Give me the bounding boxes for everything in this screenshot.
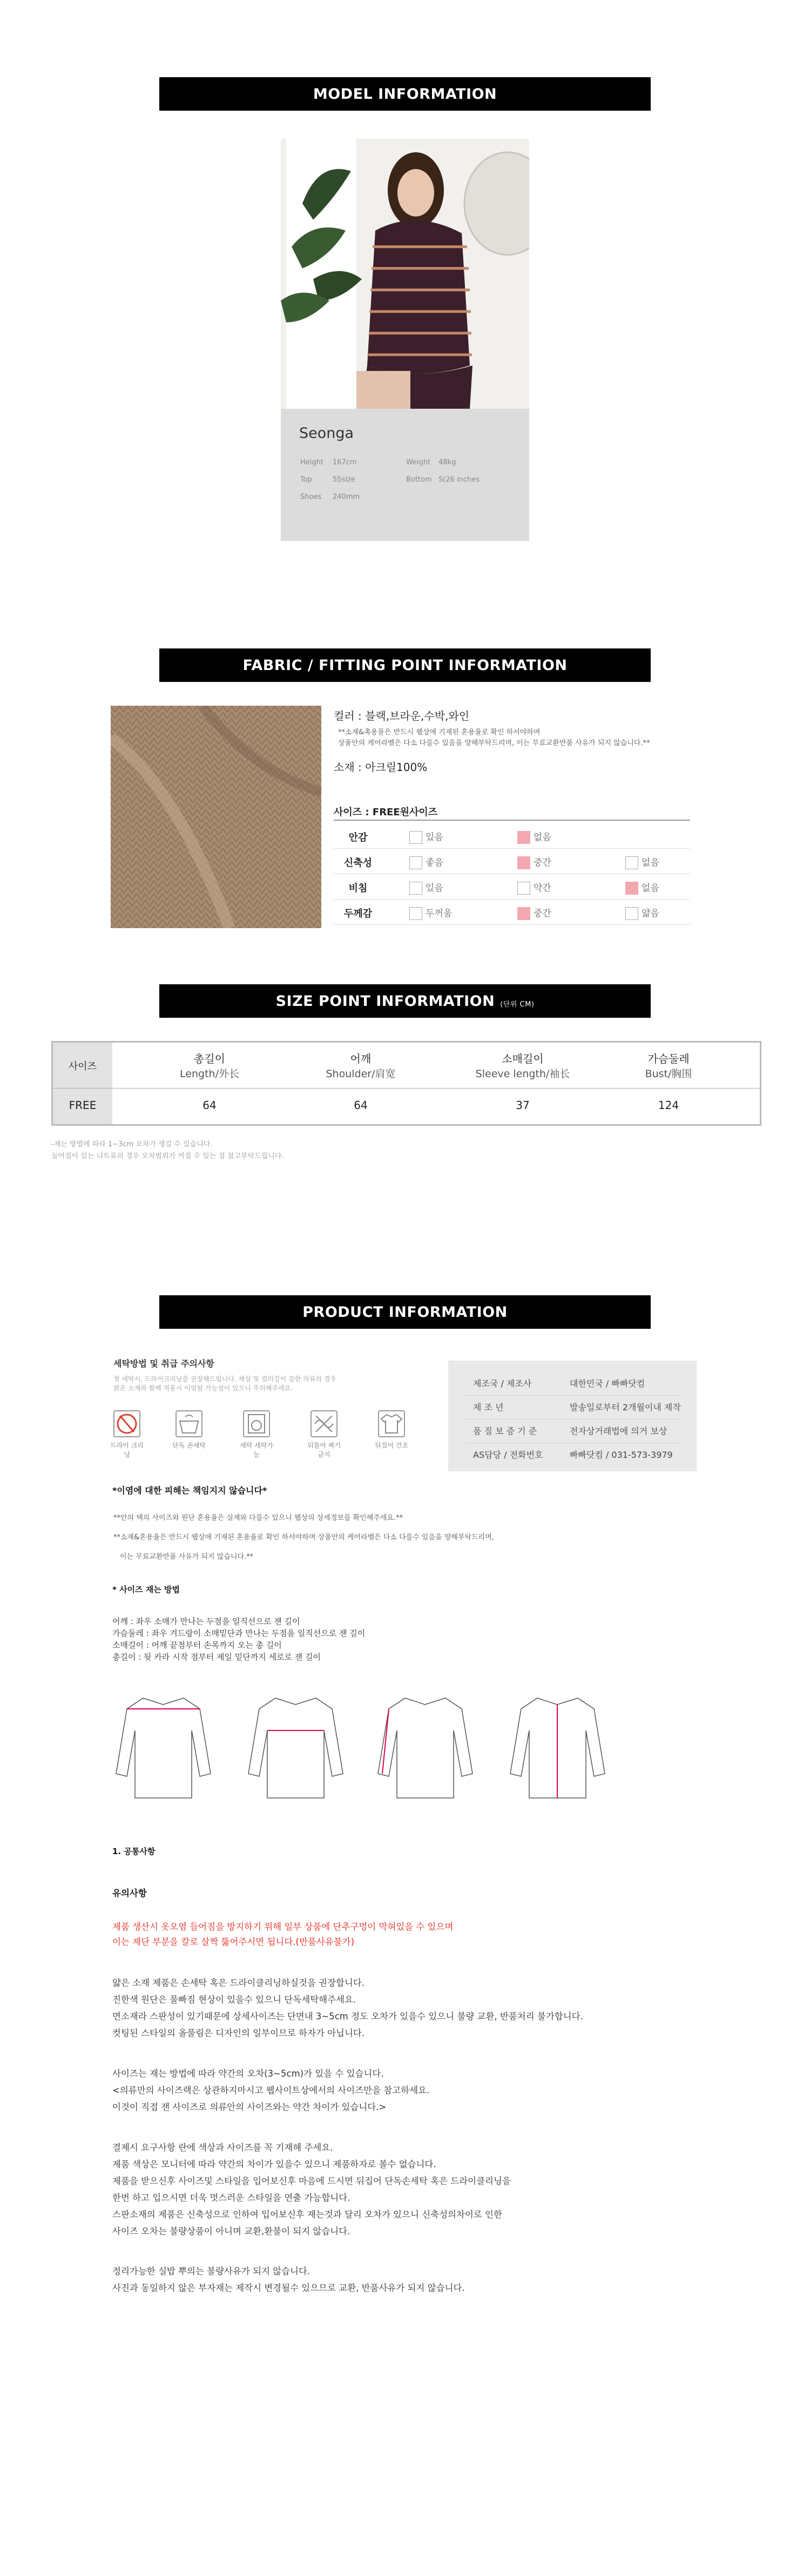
info-value: 빠빠닷컴 / 031-573-3979 bbox=[570, 1450, 673, 1460]
notice-red-1: 제품 생산시 옷오염 들어짐을 방지하기 위해 일부 상품에 단추구멍이 막혀있을 수 있으며 bbox=[112, 1922, 454, 1932]
info-key: 제 조 년 bbox=[473, 1402, 504, 1412]
option-text: 중간 bbox=[534, 908, 551, 919]
fabric-closeup-photo bbox=[111, 706, 321, 928]
section-banner-product bbox=[159, 1295, 651, 1329]
model-photo-illustration bbox=[281, 139, 529, 409]
care-icon-label: 뒤틀어 짜기금지 bbox=[307, 1442, 341, 1458]
col-ko: 소매길이 bbox=[502, 1052, 544, 1065]
option-thick-medium bbox=[517, 905, 551, 920]
knit-texture bbox=[111, 706, 321, 928]
care-icon-label: 뒤집어 건조 bbox=[375, 1442, 408, 1449]
checkbox bbox=[517, 882, 530, 895]
size-value-shoulder: 64 bbox=[354, 1099, 368, 1112]
size-value-length: 64 bbox=[202, 1099, 217, 1112]
notice-line: 컷팅된 스타일의 올풀림은 디자인의 일부이므로 하자가 아닙니다. bbox=[112, 2028, 365, 2038]
option-stretch-none bbox=[625, 855, 659, 869]
size-value-bust: 124 bbox=[658, 1099, 679, 1112]
info-row-warranty bbox=[448, 1424, 697, 1444]
col-en: Sleeve length/袖长 bbox=[475, 1068, 570, 1080]
measure-diagram-shoulder bbox=[111, 1693, 216, 1801]
size-table-header bbox=[53, 1043, 760, 1088]
option-sheer-slight bbox=[517, 880, 551, 895]
checkbox bbox=[409, 831, 422, 844]
size-unit: (단위 CM) bbox=[500, 1000, 535, 1009]
model-photo bbox=[281, 139, 529, 409]
col-en: Bust/胸围 bbox=[645, 1068, 692, 1080]
size-table bbox=[51, 1041, 761, 1126]
measure-diagram-length bbox=[505, 1693, 610, 1801]
option-thick-thin bbox=[625, 905, 659, 920]
no-wring-icon bbox=[310, 1410, 338, 1437]
fabric-colors: 컬러 : 블랙,브라운,수박,와인 bbox=[334, 709, 470, 722]
checkbox bbox=[625, 856, 638, 869]
notice-line: 사이즈 오차는 불량상품이 아니며 교환,환불이 되지 않습니다. bbox=[112, 2226, 350, 2236]
option-stretch-good bbox=[409, 855, 443, 869]
option-text: 중간 bbox=[534, 857, 551, 868]
section-banner-fabric bbox=[159, 648, 651, 682]
dye-warning-title: *이염에 대한 피해는 책임지지 않습니다* bbox=[112, 1485, 267, 1496]
care-icon-label: 단독 손세탁 bbox=[172, 1442, 206, 1449]
fabric-table-divider bbox=[334, 820, 690, 821]
info-row-maker bbox=[448, 1377, 697, 1396]
info-value: 발송일로부터 2개월이내 제작 bbox=[570, 1402, 681, 1412]
option-stretch-medium bbox=[517, 855, 551, 869]
common-title: 1. 공통사항 bbox=[112, 1847, 156, 1856]
row-label: 두께감 bbox=[343, 908, 373, 919]
care-desc-2: 밝은 소재와 함께 적용시 이염될 가능성이 있으니 주의해주세요. bbox=[113, 1384, 293, 1392]
notice-line: 사이즈는 재는 방법에 따라 약간의 오차(3~5cm)가 있을 수 있습니다. bbox=[112, 2068, 384, 2079]
notice-line: 면소재라 스판성이 있기때문에 상세사이즈는 단면내 3~5cm 정도 오차가 있을수 있으니 불량 교환, 반품처리 불가합니다. bbox=[112, 2011, 583, 2021]
care-icon-dryclean bbox=[108, 1410, 146, 1459]
stat-key: Height bbox=[300, 458, 323, 466]
section-title: PRODUCT INFORMATION bbox=[302, 1303, 508, 1321]
checkbox-checked bbox=[625, 882, 638, 895]
col-sleeve bbox=[453, 1050, 593, 1080]
model-stat-top bbox=[300, 476, 355, 484]
notice-line: 한번 하고 입으시면 더욱 멋스러운 스타일을 연출 가능합니다. bbox=[112, 2193, 350, 2203]
notice-line: 스판소재의 제품은 신축성으로 인하여 입어보신후 재는것과 달리 오차가 있으니 신축성의차이로 인한 bbox=[112, 2209, 502, 2220]
product-info-box bbox=[448, 1361, 697, 1471]
notice-title: 유의사항 bbox=[112, 1888, 147, 1898]
checkbox bbox=[409, 907, 422, 920]
option-text: 있음 bbox=[426, 883, 443, 894]
option-text: 없음 bbox=[642, 883, 659, 894]
col-shoulder bbox=[296, 1050, 426, 1080]
col-ko: 총길이 bbox=[194, 1052, 225, 1065]
checkbox bbox=[625, 907, 638, 920]
care-icon-inside-out bbox=[373, 1410, 410, 1450]
dry-clean-icon bbox=[113, 1410, 140, 1437]
fabric-row-thickness bbox=[334, 900, 690, 925]
model-stat-bottom bbox=[406, 476, 480, 484]
washing-machine-icon bbox=[243, 1410, 270, 1437]
col-en: Length/外长 bbox=[180, 1068, 239, 1080]
stat-value: S(26 inches bbox=[438, 476, 480, 484]
option-text: 없음 bbox=[642, 857, 659, 868]
notice-line: 이것이 직접 잰 사이즈로 의류안의 사이즈와는 약간 차이가 있습니다.> bbox=[112, 2102, 387, 2112]
option-text: 두꺼움 bbox=[426, 908, 453, 919]
model-name: Seonga bbox=[299, 425, 354, 442]
section-banner-size bbox=[159, 984, 651, 1018]
notice-line: 얇은 소재 제품은 손세탁 혹은 드라이클리닝하실것을 권장합니다. bbox=[112, 1978, 365, 1988]
notice-line: <의류만의 사이즈랙은 상관하지마시고 웹사이트상에서의 사이즈만을 참고하세요. bbox=[112, 2085, 430, 2095]
notice-line: 사진과 동일하지 않은 부자재는 제작시 변경될수 있으므로 교환, 반품사유가 되지 않습니다. bbox=[112, 2283, 465, 2293]
info-separator bbox=[464, 1395, 680, 1396]
measure-shoulder: 어깨 : 좌우 소매가 만나는 두점을 일직선으로 잰 길이 bbox=[112, 1617, 300, 1626]
notice-line: 제품을 받으신후 사이즈및 스타일을 입어보신후 마음에 드시면 뒤집어 단독손세탁 혹은 드라이클리닝을 bbox=[112, 2176, 511, 2186]
care-icon-handwash bbox=[170, 1410, 208, 1450]
notice-line: 제품 색상은 모니터에 따라 약간의 차이가 있을수 있으니 제품하자로 볼수 없습니다. bbox=[112, 2159, 436, 2169]
notice-line: 진한색 원단은 물빠짐 현상이 있을수 있으니 단독세탁해주세요. bbox=[112, 1994, 356, 2005]
info-key: AS담당 / 전화번호 bbox=[473, 1450, 543, 1460]
fabric-size: 사이즈 : FREE원사이즈 bbox=[334, 807, 438, 818]
stat-key: Top bbox=[300, 476, 312, 484]
section-title: FABRIC / FITTING POINT INFORMATION bbox=[242, 657, 568, 674]
dye-warning-3: 이는 무료교환반품 사유가 되지 않습니다.** bbox=[120, 1553, 254, 1561]
option-text: 약간 bbox=[534, 883, 551, 894]
size-label: FREE bbox=[69, 1099, 97, 1112]
option-text: 있음 bbox=[426, 832, 443, 843]
option-sheer-yes bbox=[409, 880, 443, 895]
size-note-1: -재는 방법에 따라 1~3cm 오차가 생길 수 있습니다. bbox=[51, 1140, 213, 1148]
col-ko: 어깨 bbox=[350, 1052, 372, 1065]
dye-warning-2: **소재&혼용율은 반드시 웹상에 기재된 혼용율로 확인 하셔야하며 상품안의 케어라벨은 다소 다를수 있음을 양해부탁드리며, bbox=[113, 1533, 494, 1541]
fabric-note-2: 상품안의 케어라벨은 다소 다를수 있음을 양해부탁드리며, 이는 무료교환반품 사유가 되지 않습니다.** bbox=[338, 739, 650, 747]
measure-length: 총길이 : 뒷 카라 시작 점부터 제일 밑단까지 세로로 잰 길이 bbox=[112, 1652, 321, 1662]
info-value: 전자상거래법에 의거 보상 bbox=[570, 1426, 667, 1436]
col-ko: 가슴둘레 bbox=[647, 1052, 690, 1065]
col-en: Shoulder/肩宽 bbox=[326, 1068, 396, 1080]
row-label: 안감 bbox=[348, 832, 368, 843]
stat-value: 240mm bbox=[333, 493, 360, 501]
care-icon-no-wring bbox=[305, 1410, 343, 1459]
checkbox-checked bbox=[517, 856, 530, 869]
stat-value: 55size bbox=[333, 476, 355, 484]
notice-line: 정리가능한 실밥 뿌의는 불량사유가 되지 않습니다. bbox=[112, 2266, 310, 2276]
row-header: 사이즈 bbox=[68, 1061, 97, 1072]
care-icon-label: 세탁 세탁가능 bbox=[240, 1442, 273, 1458]
notice-red-2: 이는 제단 부분을 칼로 살짝 뚫어주시면 됩니다.(반품사유불가) bbox=[112, 1937, 355, 1947]
option-text: 좋음 bbox=[426, 857, 443, 868]
checkbox-checked bbox=[517, 831, 530, 844]
stat-value: 48kg bbox=[438, 458, 456, 466]
size-row-free bbox=[53, 1088, 760, 1124]
care-icon-label: 드라이 크리닝 bbox=[110, 1442, 144, 1458]
info-key: 품 질 보 증 기 준 bbox=[473, 1426, 537, 1436]
fabric-note-1: **소재&촉용물은 반드시 웹상에 기재된 혼용율로 확인 하셔야하며 bbox=[338, 728, 541, 736]
checkbox bbox=[409, 856, 422, 869]
measure-title: * 사이즈 재는 방법 bbox=[112, 1585, 180, 1594]
col-bust bbox=[604, 1050, 733, 1080]
dye-warning-1: **안의 택의 사이즈와 원단 혼용율은 실제와 다를수 있으니 웹상의 상세정보를 확인해주세요.** bbox=[113, 1514, 403, 1522]
option-thick-thick bbox=[409, 905, 452, 920]
measure-diagram-bust bbox=[243, 1693, 348, 1801]
option-lining-yes bbox=[409, 829, 443, 844]
size-value-sleeve: 37 bbox=[516, 1099, 530, 1112]
care-desc-1: 첫 세탁시, 드라이크리닝을 권장해드립니다. 재섬 및 컬러감이 강한 의류의 경우 bbox=[113, 1375, 336, 1383]
info-key: 제조국 / 제조사 bbox=[473, 1378, 532, 1389]
hand-wash-icon bbox=[176, 1410, 202, 1437]
row-label: 신축성 bbox=[343, 857, 373, 869]
notice-line: 결제시 요구사항 란에 색상과 사이즈를 꼭 기재해 주세요. bbox=[112, 2142, 333, 2153]
option-text: 얇음 bbox=[642, 908, 659, 919]
section-title: MODEL INFORMATION bbox=[313, 85, 497, 103]
option-lining-no bbox=[517, 829, 551, 844]
info-value: 대한민국 / 빠빠닷컴 bbox=[570, 1378, 645, 1389]
section-banner-model bbox=[159, 77, 651, 111]
stat-key: Shoes bbox=[300, 493, 322, 501]
option-sheer-none bbox=[625, 880, 659, 895]
model-stat-height bbox=[300, 458, 357, 466]
fabric-attribute-table bbox=[334, 823, 690, 925]
model-stat-shoes bbox=[300, 493, 360, 501]
checkbox-checked bbox=[517, 907, 530, 920]
info-row-as bbox=[448, 1448, 697, 1468]
care-title: 세탁방법 및 취급 주의사항 bbox=[113, 1358, 214, 1369]
stat-value: 167cm bbox=[333, 458, 357, 466]
care-icon-wash bbox=[238, 1410, 275, 1459]
measure-sleeve: 소매길이 : 어깨 끝점부터 손목까지 오는 총 길이 bbox=[112, 1640, 282, 1650]
stat-key: Weight bbox=[406, 458, 431, 466]
section-title: SIZE POINT INFORMATION bbox=[275, 992, 495, 1010]
fabric-material: 소재 : 아크릴100% bbox=[334, 761, 428, 774]
fabric-row-lining bbox=[334, 823, 690, 849]
shirt-inside-out-icon bbox=[378, 1410, 405, 1437]
col-length bbox=[145, 1050, 274, 1080]
row-label: 비침 bbox=[348, 883, 368, 894]
measure-diagram-sleeve bbox=[373, 1693, 478, 1801]
fabric-row-sheer bbox=[334, 874, 690, 900]
size-note-2: 늘어짐이 있는 니트류의 경우 오차범위가 커질 수 있는 점 참고부탁드립니다. bbox=[51, 1152, 284, 1160]
fabric-row-stretch bbox=[334, 849, 690, 874]
model-stat-weight bbox=[406, 458, 456, 466]
checkbox bbox=[409, 882, 422, 895]
stat-key: Bottom bbox=[406, 476, 432, 484]
measure-bust: 가슴둘레 : 좌우 겨드랑이 소매밑단과 만나는 두점을 일직선으로 잰 길이 bbox=[112, 1628, 366, 1638]
info-row-year bbox=[448, 1401, 697, 1420]
option-text: 없음 bbox=[534, 832, 551, 843]
model-info-card bbox=[281, 409, 529, 541]
